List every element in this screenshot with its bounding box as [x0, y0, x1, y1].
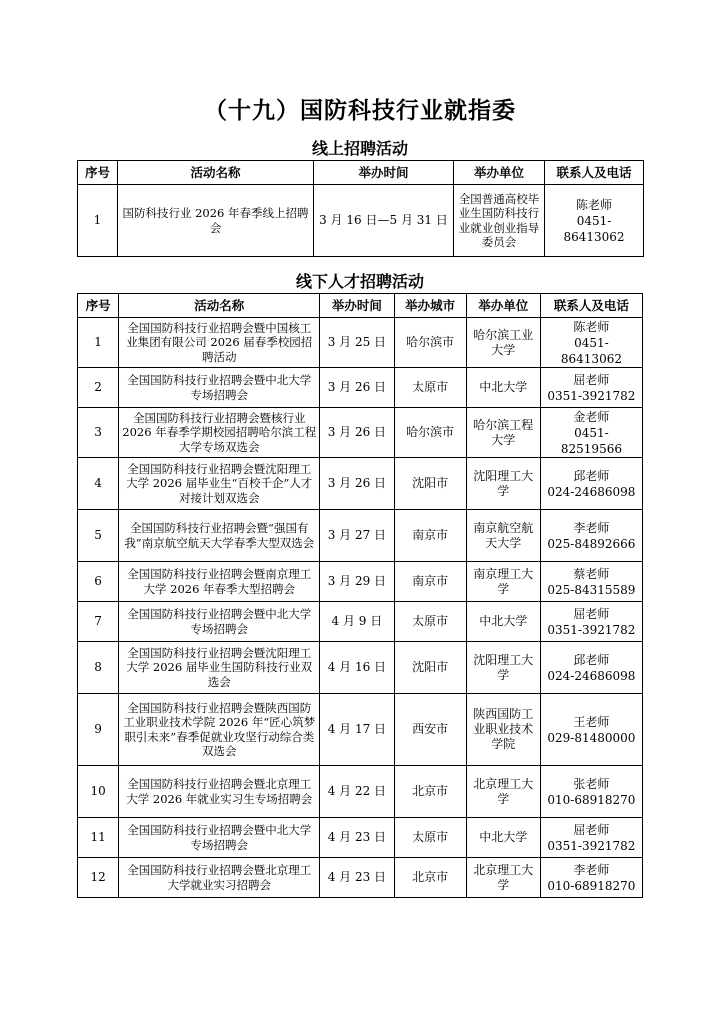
contact-name: 金老师: [573, 409, 610, 424]
activity-time: 3 月 29 日: [320, 562, 394, 602]
row-number: 9: [78, 694, 119, 766]
contact-phone: 0351-3921782: [547, 622, 636, 637]
activity-time: 3 月 16 日—5 月 31 日: [314, 185, 454, 257]
table-row: [78, 602, 643, 642]
contact-phone: 029-81480000: [547, 730, 636, 745]
header-time: 举办时间: [320, 294, 394, 318]
row-number: 12: [78, 858, 119, 898]
row-number: 11: [78, 818, 119, 858]
contact-name: 屈老师: [573, 606, 610, 621]
contact-name: 张老师: [573, 776, 610, 791]
contact-name: 李老师: [573, 862, 610, 877]
city: 沈阳市: [394, 458, 466, 510]
city: 哈尔滨市: [394, 318, 466, 368]
organizer: 陕西国防工业职业技术学院: [466, 694, 540, 766]
activity-time: 4 月 9 日: [320, 602, 394, 642]
activity-name: 全国国防科技行业招聘会暨中国核工业集团有限公司 2026 届春季校园招聘活动: [119, 318, 320, 368]
contact-name: 邱老师: [573, 468, 610, 483]
table-row: [78, 318, 643, 368]
activity-time: 4 月 17 日: [320, 694, 394, 766]
organizer: 中北大学: [466, 818, 540, 858]
header-contact: 联系人及电话: [545, 161, 644, 185]
activity-time: 4 月 23 日: [320, 858, 394, 898]
contact-cell: [540, 318, 642, 368]
contact-name: 屈老师: [573, 822, 610, 837]
header-name: 活动名称: [119, 294, 320, 318]
city: 北京市: [394, 766, 466, 818]
activity-name: 国防科技行业 2026 年春季线上招聘会: [118, 185, 314, 257]
city: 太原市: [394, 368, 466, 408]
table-row: [78, 858, 643, 898]
header-org: 举办单位: [466, 294, 540, 318]
header-name: 活动名称: [118, 161, 314, 185]
activity-name: 全国国防科技行业招聘会暨南京理工大学 2026 年春季大型招聘会: [119, 562, 320, 602]
row-number: 4: [78, 458, 119, 510]
contact-phone: 024-24686098: [547, 484, 636, 499]
contact-phone: 024-24686098: [547, 668, 636, 683]
row-number: 1: [78, 185, 118, 257]
city: 北京市: [394, 858, 466, 898]
city: 西安市: [394, 694, 466, 766]
header-contact: 联系人及电话: [540, 294, 642, 318]
row-number: 10: [78, 766, 119, 818]
contact-cell: [540, 642, 642, 694]
activity-name: 全国国防科技行业招聘会暨沈阳理工大学 2026 届毕业生国防科技行业双选会: [119, 642, 320, 694]
table-row: [78, 368, 643, 408]
row-number: 2: [78, 368, 119, 408]
contact-cell: [540, 858, 642, 898]
table-row: [78, 458, 643, 510]
contact-phone: 0451-86413062: [563, 213, 625, 244]
offline-header-row: [78, 294, 643, 318]
contact-cell: [540, 694, 642, 766]
activity-name: 全国国防科技行业招聘会暨北京理工大学就业实习招聘会: [119, 858, 320, 898]
offline-section-title: 线下人才招聘活动: [295, 272, 424, 291]
contact-cell: [540, 458, 642, 510]
organizer: 北京理工大学: [466, 858, 540, 898]
contact-cell: [540, 818, 642, 858]
organizer: 南京理工大学: [466, 562, 540, 602]
row-number: 7: [78, 602, 119, 642]
row-number: 5: [78, 510, 119, 562]
header-no: 序号: [78, 161, 118, 185]
table-row: [78, 766, 643, 818]
contact-cell: [545, 185, 644, 257]
contact-phone: 025-84315589: [547, 582, 636, 597]
table-row: [78, 510, 643, 562]
activity-time: 3 月 27 日: [320, 510, 394, 562]
header-no: 序号: [78, 294, 119, 318]
contact-name: 陈老师: [575, 197, 612, 212]
activity-name: 全国国防科技行业招聘会暨“强国有我”南京航空航天大学春季大型双选会: [119, 510, 320, 562]
activity-name: 全国国防科技行业招聘会暨中北大学专场招聘会: [119, 602, 320, 642]
table-row: [78, 185, 644, 257]
city: 南京市: [394, 510, 466, 562]
organizer: 中北大学: [466, 368, 540, 408]
contact-name: 王老师: [573, 714, 610, 729]
table-row: [78, 642, 643, 694]
table-row: [78, 562, 643, 602]
row-number: 1: [78, 318, 119, 368]
table-row: [78, 818, 643, 858]
contact-phone: 0351-3921782: [547, 388, 636, 403]
contact-phone: 010-68918270: [547, 878, 636, 893]
organizer: 北京理工大学: [466, 766, 540, 818]
activity-time: 4 月 16 日: [320, 642, 394, 694]
row-number: 3: [78, 408, 119, 458]
activity-time: 3 月 26 日: [320, 458, 394, 510]
activity-time: 3 月 26 日: [320, 368, 394, 408]
contact-cell: [540, 510, 642, 562]
organizer: 沈阳理工大学: [466, 642, 540, 694]
contact-cell: [540, 562, 642, 602]
city: 沈阳市: [394, 642, 466, 694]
activity-name: 全国国防科技行业招聘会暨北京理工大学 2026 年就业实习生专场招聘会: [119, 766, 320, 818]
header-time: 举办时间: [314, 161, 454, 185]
contact-phone: 0451-86413062: [560, 335, 622, 366]
activity-name: 全国国防科技行业招聘会暨核行业 2026 年春季学期校园招聘哈尔滨工程大学专场双选会: [119, 408, 320, 458]
table-row: [78, 694, 643, 766]
organizer: 全国普通高校毕业生国防科技行业就业创业指导委员会: [454, 185, 545, 257]
city: 南京市: [394, 562, 466, 602]
row-number: 6: [78, 562, 119, 602]
organizer: 沈阳理工大学: [466, 458, 540, 510]
organizer: 中北大学: [466, 602, 540, 642]
header-org: 举办单位: [454, 161, 545, 185]
organizer: 南京航空航天大学: [466, 510, 540, 562]
contact-name: 李老师: [573, 520, 610, 535]
online-table: [77, 160, 644, 257]
header-city: 举办城市: [394, 294, 466, 318]
activity-time: 3 月 26 日: [320, 408, 394, 458]
online-section-title: 线上招聘活动: [311, 139, 408, 158]
online-header-row: [78, 161, 644, 185]
city: 哈尔滨市: [394, 408, 466, 458]
contact-name: 屈老师: [573, 372, 610, 387]
activity-time: 4 月 22 日: [320, 766, 394, 818]
contact-cell: [540, 408, 642, 458]
activity-name: 全国国防科技行业招聘会暨中北大学专场招聘会: [119, 818, 320, 858]
contact-cell: [540, 368, 642, 408]
city: 太原市: [394, 602, 466, 642]
row-number: 8: [78, 642, 119, 694]
contact-phone: 0451-82519566: [560, 425, 622, 456]
organizer: 哈尔滨工程大学: [466, 408, 540, 458]
contact-cell: [540, 602, 642, 642]
contact-name: 陈老师: [573, 319, 610, 334]
contact-name: 蔡老师: [573, 566, 610, 581]
contact-cell: [540, 766, 642, 818]
activity-time: 3 月 25 日: [320, 318, 394, 368]
table-row: [78, 408, 643, 458]
activity-name: 全国国防科技行业招聘会暨中北大学专场招聘会: [119, 368, 320, 408]
activity-name: 全国国防科技行业招聘会暨陕西国防工业职业技术学院 2026 年“匠心筑梦 职引未来”春季促就业攻坚行动综合类双选会: [119, 694, 320, 766]
city: 太原市: [394, 818, 466, 858]
organizer: 哈尔滨工业大学: [466, 318, 540, 368]
page-title: （十九）国防科技行业就指委: [204, 97, 516, 124]
contact-phone: 0351-3921782: [547, 838, 636, 853]
activity-name: 全国国防科技行业招聘会暨沈阳理工大学 2026 届毕业生“百校千企”人才对接计划双选会: [119, 458, 320, 510]
contact-phone: 010-68918270: [547, 792, 636, 807]
activity-time: 4 月 23 日: [320, 818, 394, 858]
contact-phone: 025-84892666: [547, 536, 636, 551]
offline-table: [77, 293, 643, 898]
contact-name: 邱老师: [573, 652, 610, 667]
